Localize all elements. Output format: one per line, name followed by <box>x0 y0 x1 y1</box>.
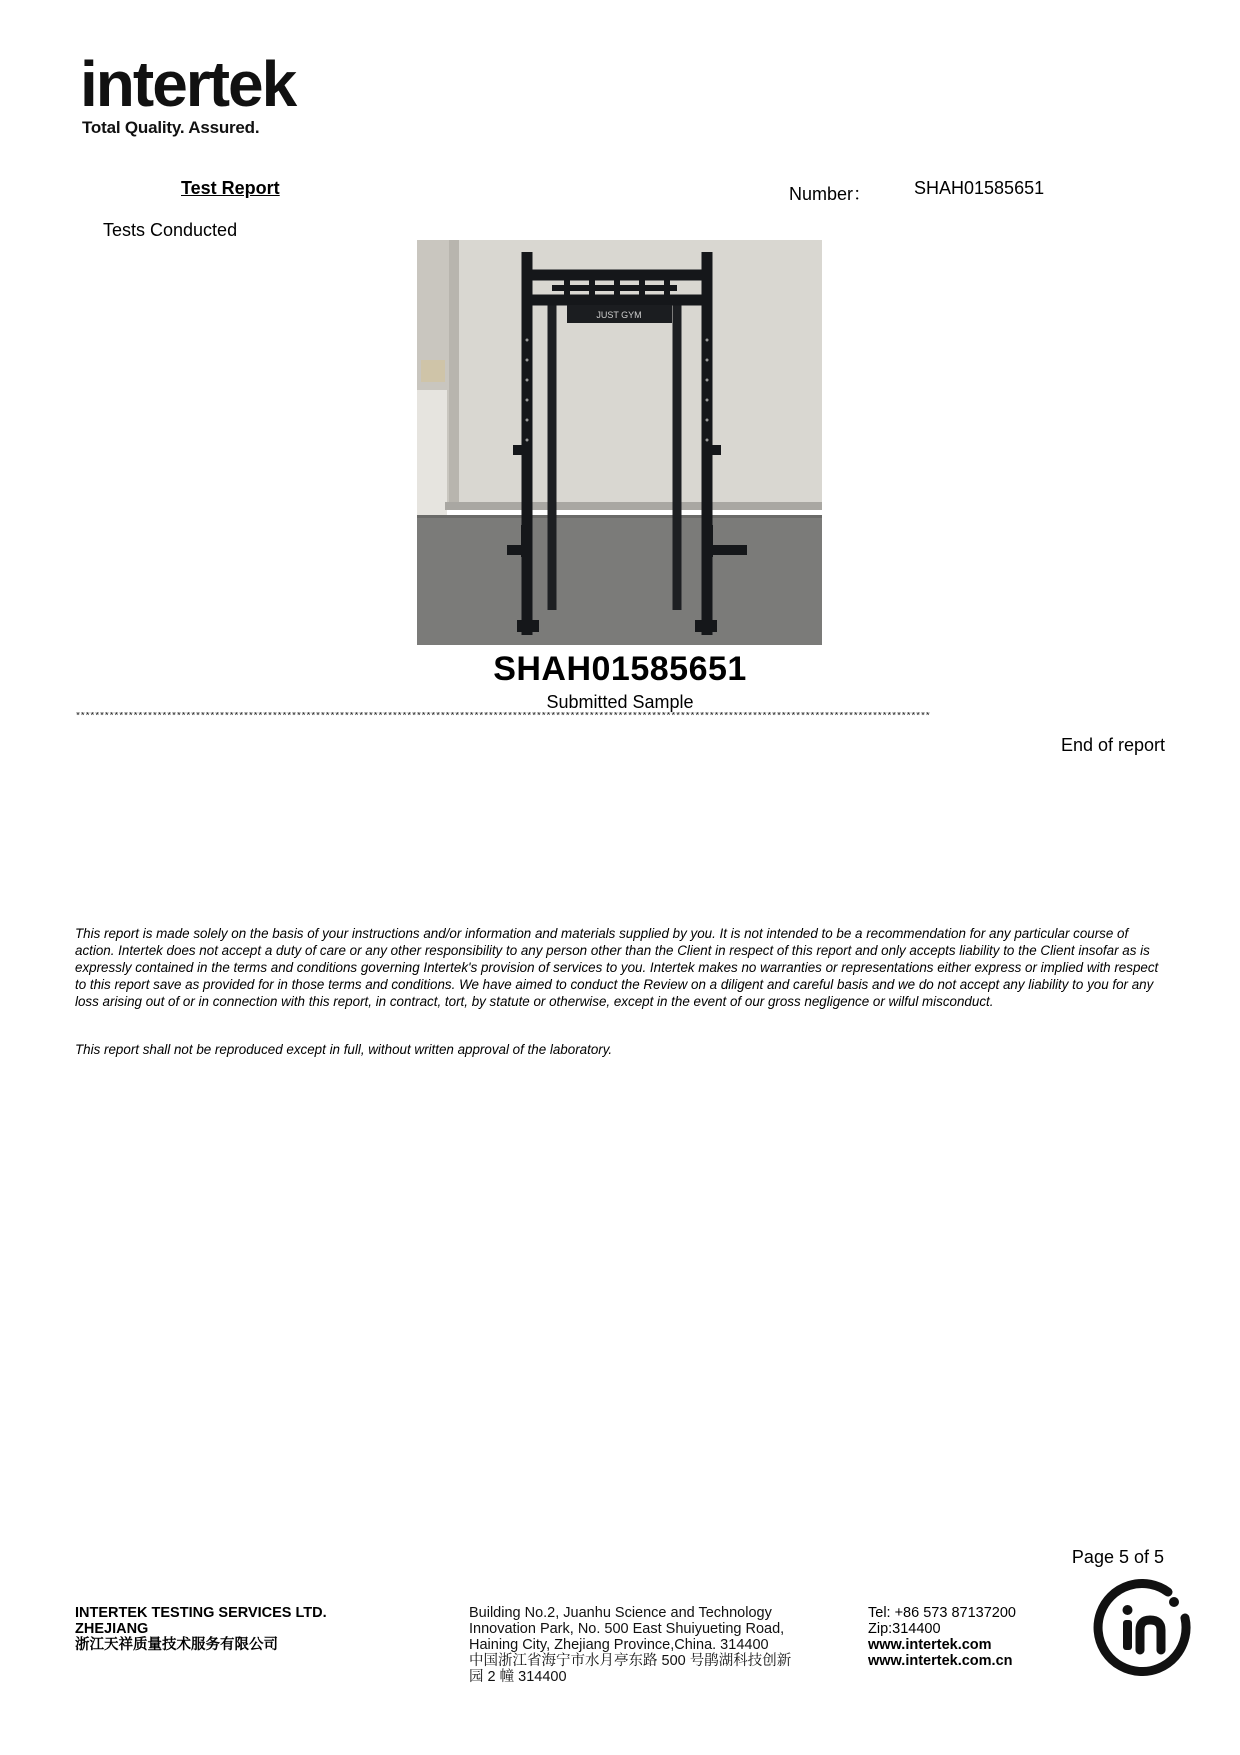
footer-phone: Tel: +86 573 87137200 <box>868 1605 1016 1621</box>
footer-contact <box>868 1605 1088 1669</box>
footer-address-line: Innovation Park, No. 500 East Shuiyueting Road, <box>469 1621 785 1637</box>
report-title: Test Report <box>181 178 280 198</box>
intertek-in-logo-icon <box>1090 1578 1195 1683</box>
footer-address-line: Haining City, Zhejiang Province,China. 314400 <box>469 1637 769 1653</box>
sample-caption: Submitted Sample <box>546 692 694 712</box>
footer-company-line: INTERTEK TESTING SERVICES LTD. <box>75 1605 327 1621</box>
photo-brand-text: JUST GYM <box>596 310 642 320</box>
report-number-value: SHAH01585651 <box>914 178 1045 198</box>
footer-zip: Zip:314400 <box>868 1621 941 1637</box>
logo-tagline: Total Quality. Assured. <box>82 118 260 137</box>
footer-website-cn-link[interactable]: www.intertek.com.cn <box>868 1653 1013 1669</box>
end-of-report: End of report <box>1060 735 1165 755</box>
disclaimer-text: This report is made solely on the basis of your instructions and/or information and materials supplied by you. It is not intended to be a recommendation for any particular course of action. Intertek does not accept a duty of care or any other responsibility to any person other than the Client in respect of this report and only accepts liability to the Client insofar as is expressly contained in the terms and conditions governing Intertek's provision of services to you. Intertek makes no warranties or representations either express or implied with respect to this report save as provided for in those terms and conditions. We have aimed to conduct the Review on a diligent and careful basis and we do not accept any liability to you for any loss arising out of or in connection with this report, in contract, tort, by statute or otherwise, except in the event of our gross negligence or wilful misconduct. <box>75 926 1159 1009</box>
footer-address-line: Building No.2, Juanhu Science and Technology <box>469 1605 772 1621</box>
reproduction-notice: This report shall not be reproduced except in full, without written approval of the laboratory. <box>75 1042 613 1057</box>
footer-address-line: 中国浙江省海宁市水月亭东路 500 号鹃湖科技创新 <box>469 1653 792 1669</box>
footer-address-line: 园 2 幢 314400 <box>469 1669 567 1685</box>
logo-wordmark: intertek <box>80 48 296 120</box>
report-number-label: Number： <box>789 184 872 204</box>
page-number: Page 5 of 5 <box>1071 1547 1164 1567</box>
sample-photo <box>417 240 822 645</box>
footer-website-link[interactable]: www.intertek.com <box>868 1637 992 1653</box>
sample-id: SHAH01585651 <box>493 650 747 688</box>
footer-company-line: 浙江天祥质量技术服务有限公司 <box>75 1637 278 1653</box>
section-heading: Tests Conducted <box>103 220 238 240</box>
intertek-logo <box>80 48 340 142</box>
footer-company <box>75 1605 415 1653</box>
footer-company-line: ZHEJIANG <box>75 1621 149 1637</box>
footer-address <box>469 1605 869 1685</box>
separator-line: ********************************************************************************************************************************************************************************** <box>75 712 930 723</box>
